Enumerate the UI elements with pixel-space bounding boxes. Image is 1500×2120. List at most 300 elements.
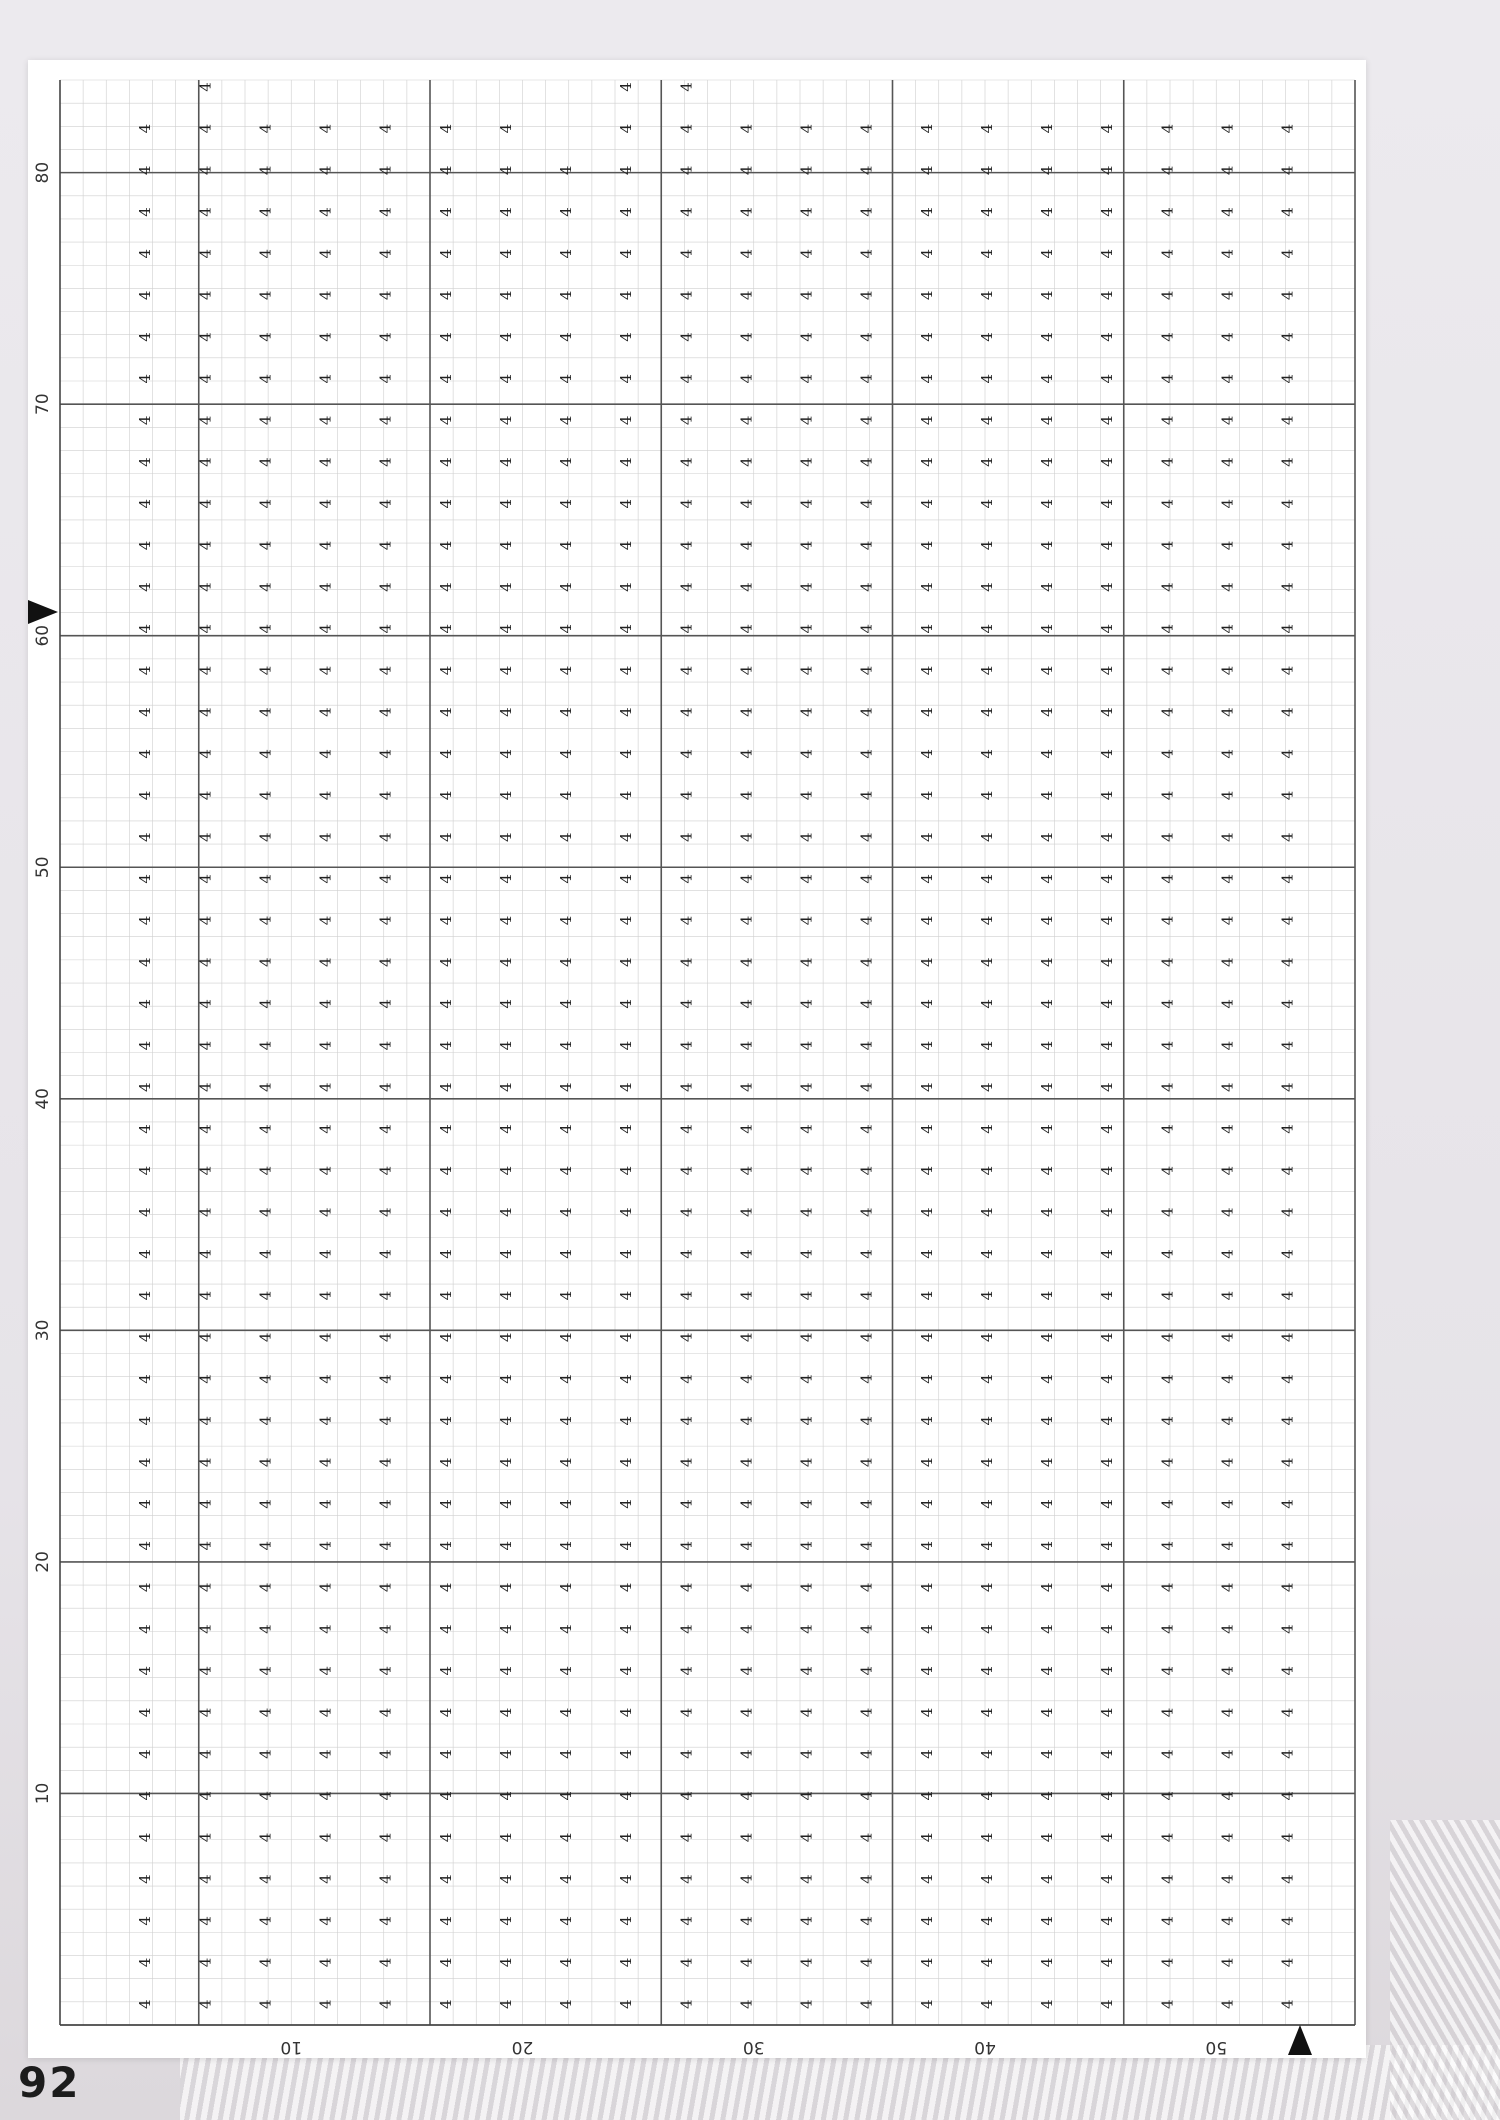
stitch-symbol: 4: [1038, 665, 1057, 676]
stitch-symbol: 4: [557, 165, 576, 176]
stitch-symbol: 4: [1038, 1374, 1057, 1384]
stitch-symbol: 4: [677, 1290, 696, 1301]
stitch-symbol: 4: [1158, 165, 1177, 176]
stitch-symbol: 4: [737, 790, 756, 801]
stitch-symbol: 4: [136, 290, 155, 301]
stitch-symbol: 4: [196, 1374, 215, 1384]
stitch-symbol: 4: [436, 1790, 455, 1801]
stitch-symbol: 4: [857, 665, 876, 676]
stitch-symbol: 4: [617, 749, 636, 759]
stitch-symbol: 4: [1218, 915, 1237, 926]
stitch-symbol: 4: [797, 1124, 816, 1134]
stitch-symbol: 4: [136, 749, 155, 759]
stitch-symbol: 4: [737, 1624, 756, 1634]
stitch-symbol: 4: [496, 665, 515, 676]
stitch-symbol: 4: [737, 1540, 756, 1551]
stitch-symbol: 4: [857, 373, 876, 384]
stitch-symbol: 4: [677, 874, 696, 884]
stitch-symbol: 4: [376, 1499, 395, 1509]
stitch-symbol: 4: [1038, 1665, 1057, 1676]
stitch-symbol: 4: [256, 832, 275, 842]
stitch-symbol: 4: [917, 1290, 936, 1301]
stitch-symbol: 4: [256, 1332, 275, 1343]
stitch-symbol: 4: [617, 1916, 636, 1926]
stitch-symbol: 4: [496, 332, 515, 342]
stitch-symbol: 4: [136, 1957, 155, 1968]
stitch-symbol: 4: [136, 1874, 155, 1884]
stitch-symbol: 4: [256, 1832, 275, 1843]
stitch-symbol: 4: [496, 915, 515, 926]
stitch-symbol: 4: [797, 1582, 816, 1593]
stitch-symbol: 4: [617, 665, 636, 676]
stitch-symbol: 4: [557, 1374, 576, 1384]
stitch-symbol: 4: [1038, 1582, 1057, 1593]
stitch-symbol: 4: [316, 1749, 335, 1759]
stitch-symbol: 4: [917, 415, 936, 426]
stitch-symbol: 4: [557, 1707, 576, 1718]
stitch-symbol: 4: [376, 1874, 395, 1884]
column-axis-label: 80: [33, 161, 53, 184]
stitch-symbol: 4: [316, 1624, 335, 1634]
stitch-symbol: 4: [436, 1540, 455, 1551]
stitch-symbol: 4: [1278, 1582, 1297, 1593]
stitch-symbol: 4: [977, 707, 996, 717]
stitch-symbol: 4: [1218, 540, 1237, 551]
stitch-symbol: 4: [496, 373, 515, 384]
stitch-symbol: 4: [617, 1707, 636, 1718]
stitch-symbol: 4: [1098, 1999, 1117, 2009]
stitch-symbol: 4: [1158, 1207, 1177, 1218]
stitch-symbol: 4: [917, 1749, 936, 1759]
stitch-symbol: 4: [977, 1707, 996, 1718]
stitch-symbol: 4: [857, 749, 876, 759]
stitch-symbol: 4: [857, 707, 876, 717]
stitch-symbol: 4: [557, 707, 576, 717]
stitch-symbol: 4: [496, 790, 515, 801]
stitch-symbol: 4: [1098, 1374, 1117, 1384]
stitch-symbol: 4: [436, 665, 455, 676]
stitch-symbol: 4: [857, 1957, 876, 1968]
stitch-symbol: 4: [256, 1874, 275, 1884]
stitch-symbol: 4: [1038, 1249, 1057, 1259]
stitch-symbol: 4: [1098, 1415, 1117, 1426]
stitch-symbol: 4: [617, 790, 636, 801]
stitch-symbol: 4: [977, 1665, 996, 1676]
stitch-symbol: 4: [1278, 1165, 1297, 1176]
stitch-symbol: 4: [1218, 623, 1237, 634]
stitch-symbol: 4: [1278, 832, 1297, 842]
stitch-symbol: 4: [376, 457, 395, 467]
stitch-symbol: 4: [376, 582, 395, 592]
stitch-symbol: 4: [1038, 874, 1057, 884]
stitch-symbol: 4: [1278, 707, 1297, 717]
stitch-symbol: 4: [496, 165, 515, 176]
stitch-symbol: 4: [1218, 207, 1237, 217]
stitch-symbol: 4: [1278, 1957, 1297, 1968]
stitch-symbol: 4: [496, 1707, 515, 1718]
stitch-symbol: 4: [1098, 1040, 1117, 1051]
stitch-symbol: 4: [797, 582, 816, 592]
stitch-symbol: 4: [136, 832, 155, 842]
stitch-symbol: 4: [436, 582, 455, 592]
stitch-symbol: 4: [557, 1290, 576, 1301]
stitch-symbol: 4: [496, 1332, 515, 1343]
stitch-symbol: 4: [436, 1082, 455, 1093]
stitch-symbol: 4: [196, 1665, 215, 1676]
stitch-symbol: 4: [376, 1957, 395, 1968]
stitch-symbol: 4: [436, 1040, 455, 1051]
stitch-symbol: 4: [316, 498, 335, 509]
stitch-symbol: 4: [737, 415, 756, 426]
stitch-symbol: 4: [1158, 1499, 1177, 1509]
stitch-symbol: 4: [436, 1832, 455, 1843]
column-axis-labels: [33, 162, 53, 1804]
stitch-symbol: 4: [256, 874, 275, 884]
stitch-symbol: 4: [797, 1624, 816, 1634]
stitch-symbol: 4: [196, 1457, 215, 1468]
stitch-symbol: 4: [436, 373, 455, 384]
stitch-symbol: 4: [256, 1290, 275, 1301]
stitch-symbol: 4: [617, 1957, 636, 1968]
stitch-symbol: 4: [857, 540, 876, 551]
stitch-symbol: 4: [617, 1332, 636, 1343]
stitch-symbol: 4: [256, 1582, 275, 1593]
stitch-symbol: 4: [256, 1957, 275, 1968]
stitch-symbol: 4: [737, 707, 756, 717]
stitch-symbol: 4: [857, 1290, 876, 1301]
stitch-symbol: 4: [977, 207, 996, 217]
row-axis-label: 40: [974, 2037, 996, 2057]
stitch-symbol: 4: [496, 1165, 515, 1176]
stitch-symbol: 4: [737, 1040, 756, 1051]
stitch-symbol: 4: [1098, 165, 1117, 176]
stitch-symbol: 4: [1218, 874, 1237, 884]
stitch-symbol: 4: [376, 1999, 395, 2009]
stitch-symbol: 4: [677, 707, 696, 717]
stitch-symbol: 4: [737, 248, 756, 259]
stitch-symbol: 4: [677, 623, 696, 634]
stitch-symbol: 4: [677, 248, 696, 259]
stitch-symbol: 4: [557, 1124, 576, 1134]
stitch-symbol: 4: [617, 1457, 636, 1468]
stitch-symbol: 4: [196, 1499, 215, 1509]
stitch-symbol: 4: [1218, 1290, 1237, 1301]
stitch-symbol: 4: [677, 498, 696, 509]
stitch-symbol: 4: [136, 1499, 155, 1509]
stitch-symbol: 4: [557, 1540, 576, 1551]
stitch-symbol: 4: [557, 373, 576, 384]
stitch-symbol: 4: [797, 1290, 816, 1301]
stitch-symbol: 4: [1278, 1790, 1297, 1801]
stitch-symbol: 4: [977, 915, 996, 926]
stitch-symbol: 4: [256, 1165, 275, 1176]
stitch-symbol: 4: [857, 1040, 876, 1051]
stitch-symbol: 4: [136, 1832, 155, 1843]
stitch-symbol: 4: [1218, 248, 1237, 259]
stitch-symbol: 4: [917, 999, 936, 1009]
stitch-symbol: 4: [1278, 1749, 1297, 1759]
stitch-symbol: 4: [1098, 1707, 1117, 1718]
stitch-symbol: 4: [797, 1082, 816, 1093]
stitch-symbol: 4: [617, 623, 636, 634]
stitch-symbol: 4: [1278, 749, 1297, 759]
stitch-symbol: 4: [436, 1332, 455, 1343]
stitch-symbol: 4: [1278, 415, 1297, 426]
stitch-symbol: 4: [917, 707, 936, 717]
stitch-symbol: 4: [977, 1790, 996, 1801]
stitch-symbol: 4: [617, 1499, 636, 1509]
stitch-symbol: 4: [316, 957, 335, 967]
stitch-symbol: 4: [1218, 999, 1237, 1009]
stitch-symbol: 4: [1098, 623, 1117, 634]
stitch-symbol: 4: [857, 1749, 876, 1759]
stitch-symbol: 4: [617, 1874, 636, 1884]
stitch-symbol: 4: [737, 582, 756, 592]
stitch-symbol: 4: [737, 540, 756, 551]
stitch-symbol: 4: [496, 1207, 515, 1218]
stitch-symbol: 4: [677, 1624, 696, 1634]
stitch-symbol: 4: [256, 999, 275, 1009]
stitch-symbol: 4: [1218, 1540, 1237, 1551]
stitch-symbol: 4: [797, 1499, 816, 1509]
stitch-symbol: 4: [737, 1999, 756, 2009]
stitch-symbol: 4: [136, 874, 155, 884]
stitch-symbol: 4: [977, 290, 996, 301]
stitch-symbol: 4: [376, 749, 395, 759]
stitch-symbol: 4: [1278, 1374, 1297, 1384]
stitch-symbol: 4: [797, 1249, 816, 1259]
stitch-symbol: 4: [917, 1124, 936, 1134]
stitch-symbol: 4: [557, 790, 576, 801]
stitch-symbol: 4: [857, 1999, 876, 2009]
stitch-symbol: 4: [196, 1999, 215, 2009]
stitch-symbol: 4: [496, 415, 515, 426]
stitch-symbol: 4: [136, 1249, 155, 1259]
stitch-symbol: 4: [857, 1415, 876, 1426]
row-axis-label: 10: [280, 2037, 303, 2057]
stitch-symbol: 4: [316, 1165, 335, 1176]
stitch-symbol: 4: [557, 1332, 576, 1343]
stitch-symbol: 4: [196, 1332, 215, 1343]
stitch-symbol: 4: [1158, 874, 1177, 884]
stitch-symbol: 4: [857, 957, 876, 967]
stitch-symbol: 4: [617, 1999, 636, 2009]
stitch-symbol: 4: [557, 1665, 576, 1676]
stitch-symbol: 4: [917, 623, 936, 634]
stitch-symbol: 4: [797, 123, 816, 134]
stitch-symbol: 4: [857, 1665, 876, 1676]
stitch-symbol: 4: [917, 1707, 936, 1718]
stitch-symbol: 4: [1098, 1165, 1117, 1176]
stitch-symbol: 4: [1098, 332, 1117, 342]
stitch-symbol: 4: [496, 1790, 515, 1801]
stitch-symbol: 4: [977, 1415, 996, 1426]
stitch-symbol: 4: [136, 1040, 155, 1051]
stitch-symbol: 4: [136, 1457, 155, 1468]
stitch-symbol: 4: [196, 582, 215, 592]
stitch-symbol: 4: [1278, 457, 1297, 467]
stitch-symbol: 4: [436, 874, 455, 884]
stitch-symbol: 4: [316, 1082, 335, 1093]
stitch-symbol: 4: [677, 1749, 696, 1759]
stitch-symbol: 4: [977, 1499, 996, 1509]
stitch-symbol: 4: [376, 707, 395, 717]
stitch-symbol: 4: [857, 1249, 876, 1259]
stitch-symbol: 4: [1098, 1957, 1117, 1968]
stitch-symbol: 4: [196, 1124, 215, 1134]
stitch-symbol: 4: [436, 1582, 455, 1593]
stitch-symbol: 4: [256, 123, 275, 134]
stitch-symbol: 4: [436, 165, 455, 176]
stitch-symbol: 4: [1278, 1916, 1297, 1926]
stitch-symbol: 4: [677, 1832, 696, 1843]
stitch-symbol: 4: [977, 623, 996, 634]
stitch-symbol: 4: [1038, 1832, 1057, 1843]
stitch-symbol: 4: [857, 1916, 876, 1926]
stitch-symbol: 4: [737, 1665, 756, 1676]
stitch-symbol: 4: [1098, 1665, 1117, 1676]
stitch-symbol: 4: [677, 1040, 696, 1051]
stitch-symbol: 4: [316, 1499, 335, 1509]
stitch-symbol: 4: [196, 165, 215, 176]
stitch-symbol: 4: [316, 665, 335, 676]
stitch-symbol: 4: [677, 415, 696, 426]
stitch-symbol: 4: [917, 1249, 936, 1259]
stitch-symbol: 4: [677, 540, 696, 551]
stitch-symbol: 4: [136, 1332, 155, 1343]
stitch-symbol: 4: [1158, 1415, 1177, 1426]
stitch-symbol: 4: [376, 290, 395, 301]
stitch-symbol: 4: [436, 1249, 455, 1259]
stitch-symbol: 4: [136, 623, 155, 634]
stitch-symbol: 4: [256, 248, 275, 259]
stitch-symbol: 4: [1158, 415, 1177, 426]
stitch-symbol: 4: [977, 1624, 996, 1634]
stitch-symbol: 4: [677, 207, 696, 217]
stitch-symbol: 4: [1098, 1457, 1117, 1468]
stitch-symbol: 4: [496, 1374, 515, 1384]
stitch-symbol: 4: [737, 373, 756, 384]
stitch-symbol: 4: [196, 1749, 215, 1759]
stitch-symbol: 4: [1098, 957, 1117, 967]
stitch-symbol: 4: [136, 1290, 155, 1301]
stitch-symbol: 4: [196, 1916, 215, 1926]
stitch-symbol: 4: [737, 457, 756, 467]
stitch-symbol: 4: [737, 623, 756, 634]
stitch-symbol: 4: [496, 707, 515, 717]
stitch-symbol: 4: [496, 1540, 515, 1551]
stitch-symbol: 4: [1218, 457, 1237, 467]
stitch-symbol: 4: [496, 1124, 515, 1134]
stitch-symbol: 4: [797, 1916, 816, 1926]
stitch-symbol: 4: [797, 1707, 816, 1718]
stitch-symbol: 4: [376, 915, 395, 926]
stitch-symbol: 4: [977, 665, 996, 676]
stitch-symbol: 4: [677, 1249, 696, 1259]
stitch-symbol: 4: [557, 457, 576, 467]
stitch-symbol: 4: [677, 1499, 696, 1509]
stitch-symbol: 4: [136, 415, 155, 426]
stitch-symbol: 4: [797, 1832, 816, 1843]
stitch-symbol: 4: [1278, 290, 1297, 301]
stitch-symbol: 4: [376, 415, 395, 426]
stitch-symbol: 4: [617, 957, 636, 967]
stitch-symbol: 4: [136, 1665, 155, 1676]
stitch-symbol: 4: [1218, 1874, 1237, 1884]
stitch-symbol: 4: [1278, 1665, 1297, 1676]
stitch-symbol: 4: [1158, 957, 1177, 967]
stitch-symbol: 4: [557, 1749, 576, 1759]
stitch-symbol: 4: [196, 665, 215, 676]
stitch-symbol: 4: [797, 207, 816, 217]
stitch-symbol: 4: [1098, 248, 1117, 259]
stitch-symbol: 4: [1098, 540, 1117, 551]
stitch-symbol: 4: [436, 207, 455, 217]
stitch-symbol: 4: [376, 332, 395, 342]
column-axis-label: 60: [33, 624, 53, 647]
stitch-symbol: 4: [496, 248, 515, 259]
stitch-symbol: 4: [917, 1790, 936, 1801]
stitch-symbol: 4: [376, 1749, 395, 1759]
stitch-symbol: 4: [737, 1957, 756, 1968]
stitch-symbol: 4: [376, 1790, 395, 1801]
stitch-symbol: 4: [196, 332, 215, 342]
stitch-symbol: 4: [496, 582, 515, 592]
stitch-symbol: 4: [1038, 749, 1057, 759]
stitch-symbol: 4: [256, 582, 275, 592]
stitch-symbol: 4: [376, 623, 395, 634]
stitch-symbol: 4: [196, 1249, 215, 1259]
stitch-symbol: 4: [1158, 790, 1177, 801]
stitch-symbol: 4: [1098, 1332, 1117, 1343]
stitch-symbol: 4: [1158, 1916, 1177, 1926]
stitch-symbol: 4: [316, 373, 335, 384]
stitch-symbol: 4: [256, 1999, 275, 2009]
stitch-symbol: 4: [737, 999, 756, 1009]
stitch-symbol: 4: [977, 165, 996, 176]
stitch-symbol: 4: [1218, 1332, 1237, 1343]
stitch-symbol: 4: [917, 1540, 936, 1551]
stitch-symbol: 4: [1278, 1290, 1297, 1301]
stitch-symbol: 4: [1158, 498, 1177, 509]
stitch-symbol: 4: [617, 1749, 636, 1759]
stitch-symbol: 4: [1218, 1124, 1237, 1134]
stitch-symbol: 4: [617, 999, 636, 1009]
stitch-symbol: 4: [1278, 332, 1297, 342]
stitch-symbol: 4: [256, 1374, 275, 1384]
stitch-symbol: 4: [196, 1207, 215, 1218]
stitch-symbol: 4: [857, 123, 876, 134]
stitch-symbol: 4: [797, 373, 816, 384]
stitch-symbol: 4: [677, 373, 696, 384]
stitch-symbol: 4: [557, 1040, 576, 1051]
stitch-symbol: 4: [1158, 373, 1177, 384]
stitch-symbol: 4: [677, 582, 696, 592]
stitch-symbol: 4: [436, 1207, 455, 1218]
stitch-symbol: 4: [376, 1707, 395, 1718]
stitch-symbol: 4: [857, 165, 876, 176]
stitch-symbol: 4: [496, 1082, 515, 1093]
stitch-symbol: 4: [1158, 1290, 1177, 1301]
stitch-symbol: 4: [1038, 915, 1057, 926]
stitch-symbol: 4: [136, 1582, 155, 1593]
stitch-symbol: 4: [316, 1665, 335, 1676]
stitch-symbol: 4: [617, 207, 636, 217]
stitch-symbol: 4: [196, 248, 215, 259]
stitch-symbol: 4: [917, 1374, 936, 1384]
stitch-symbol: 4: [797, 665, 816, 676]
stitch-symbol: 4: [917, 248, 936, 259]
